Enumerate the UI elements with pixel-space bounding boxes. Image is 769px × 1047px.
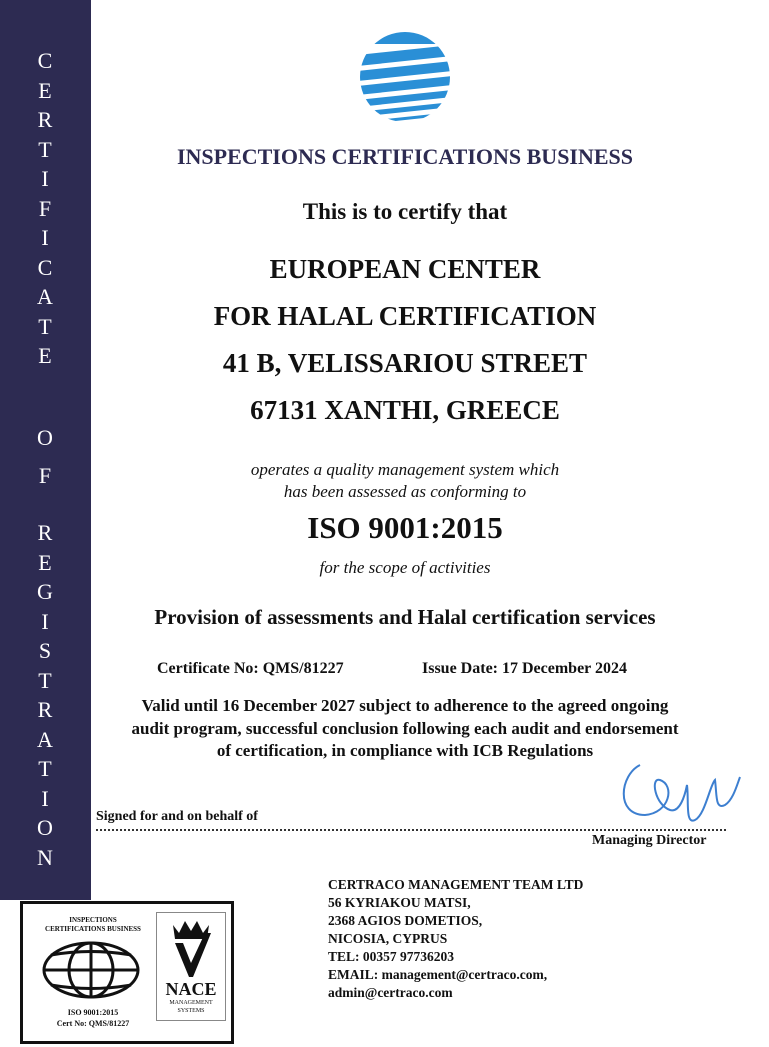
sidebar-letter: S bbox=[38, 638, 53, 663]
sidebar-letter: E bbox=[38, 77, 53, 103]
issuer-name: INSPECTIONS CERTIFICATIONS BUSINESS bbox=[176, 144, 634, 169]
sidebar-letter: R bbox=[37, 697, 54, 722]
issue-date: Issue Date: 17 December 2024 bbox=[422, 660, 627, 677]
badge-standard: ISO 9001:2015 bbox=[67, 1008, 119, 1017]
sidebar-letter: G bbox=[37, 579, 54, 604]
sidebar-letter: I bbox=[41, 608, 50, 634]
sidebar-letter: T bbox=[38, 313, 53, 339]
address-line: NICOSIA, CYPRUS bbox=[328, 931, 448, 946]
sidebar-letter: E bbox=[38, 549, 53, 575]
sidebar-letter: E bbox=[38, 343, 53, 368]
sidebar-letter: C bbox=[37, 254, 54, 280]
sidebar-letter: T bbox=[38, 756, 53, 781]
company-line-1: EUROPEAN CENTER bbox=[269, 254, 541, 284]
sidebar-letter: A bbox=[37, 284, 54, 309]
nace-sub-2: SYSTEMS bbox=[177, 1008, 205, 1014]
sidebar-banner bbox=[0, 0, 91, 900]
sidebar-letter: I bbox=[41, 225, 50, 250]
sidebar-letter: R bbox=[37, 107, 54, 132]
globe-icon bbox=[41, 940, 141, 1000]
nace-crown-v-icon bbox=[167, 919, 215, 979]
sidebar-letter: O bbox=[37, 425, 54, 450]
sidebar-letter: T bbox=[38, 667, 53, 693]
scope: Provision of assessments and Halal certification services bbox=[154, 605, 656, 629]
address-line: 56 KYRIAKOU MATSI, bbox=[328, 895, 471, 910]
statement-line-1: operates a quality management system which bbox=[250, 460, 560, 479]
scope-intro: for the scope of activities bbox=[319, 558, 491, 577]
sidebar-letter: O bbox=[37, 815, 54, 840]
sidebar-letter: I bbox=[41, 785, 50, 811]
address-line: EMAIL: management@certraco.com, bbox=[328, 967, 548, 982]
company-line-3: 41 B, VELISSARIOU STREET bbox=[222, 348, 588, 378]
sidebar-letter: F bbox=[38, 195, 53, 221]
address-line: admin@certraco.com bbox=[328, 985, 453, 1000]
validity-line-3: of certification, in compliance with ICB Regulations bbox=[216, 741, 594, 760]
cert-number: Certificate No: QMS/81227 bbox=[157, 660, 344, 677]
sidebar-letter: I bbox=[41, 166, 50, 191]
validity-line-2: audit program, successful conclusion following each audit and endorsement bbox=[131, 719, 679, 738]
address-line: 2368 AGIOS DOMETIOS, bbox=[328, 913, 483, 928]
sidebar-letter: N bbox=[37, 844, 54, 870]
accreditation-badge bbox=[20, 901, 234, 1044]
issuer-address bbox=[328, 876, 583, 1002]
signature-icon bbox=[615, 755, 750, 835]
badge-cert-no: Cert No: QMS/81227 bbox=[56, 1019, 130, 1028]
signed-for-label: Signed for and on behalf of bbox=[96, 809, 258, 824]
company-line-4: 67131 XANTHI, GREECE bbox=[250, 395, 560, 425]
statement-line-2: has been assessed as conforming to bbox=[283, 482, 527, 500]
intro-text: This is to certify that bbox=[302, 199, 508, 224]
address-line: CERTRACO MANAGEMENT TEAM LTD bbox=[328, 877, 584, 892]
sidebar-letter: R bbox=[37, 520, 54, 545]
sidebar-letter: C bbox=[37, 48, 54, 73]
sidebar-letter: A bbox=[37, 726, 54, 752]
nace-sub-1: MANAGEMENT bbox=[169, 1000, 213, 1006]
nace-logo bbox=[156, 912, 226, 1021]
nace-text: NACE bbox=[165, 979, 217, 999]
signer-role: Managing Director bbox=[592, 833, 707, 848]
standard: ISO 9001:2015 bbox=[307, 510, 503, 545]
sidebar-letter: T bbox=[38, 136, 53, 162]
company-line-2: FOR HALAL CERTIFICATION bbox=[213, 301, 597, 331]
badge-title-1: INSPECTIONS bbox=[69, 916, 117, 924]
validity-line-1: Valid until 16 December 2027 subject to adherence to the agreed ongoing bbox=[141, 696, 669, 715]
globe-logo-icon bbox=[358, 30, 452, 124]
sidebar-letter: F bbox=[38, 463, 53, 488]
address-line: TEL: 00357 97736203 bbox=[328, 949, 455, 964]
badge-title-2: CERTIFICATIONS BUSINESS bbox=[45, 925, 141, 933]
